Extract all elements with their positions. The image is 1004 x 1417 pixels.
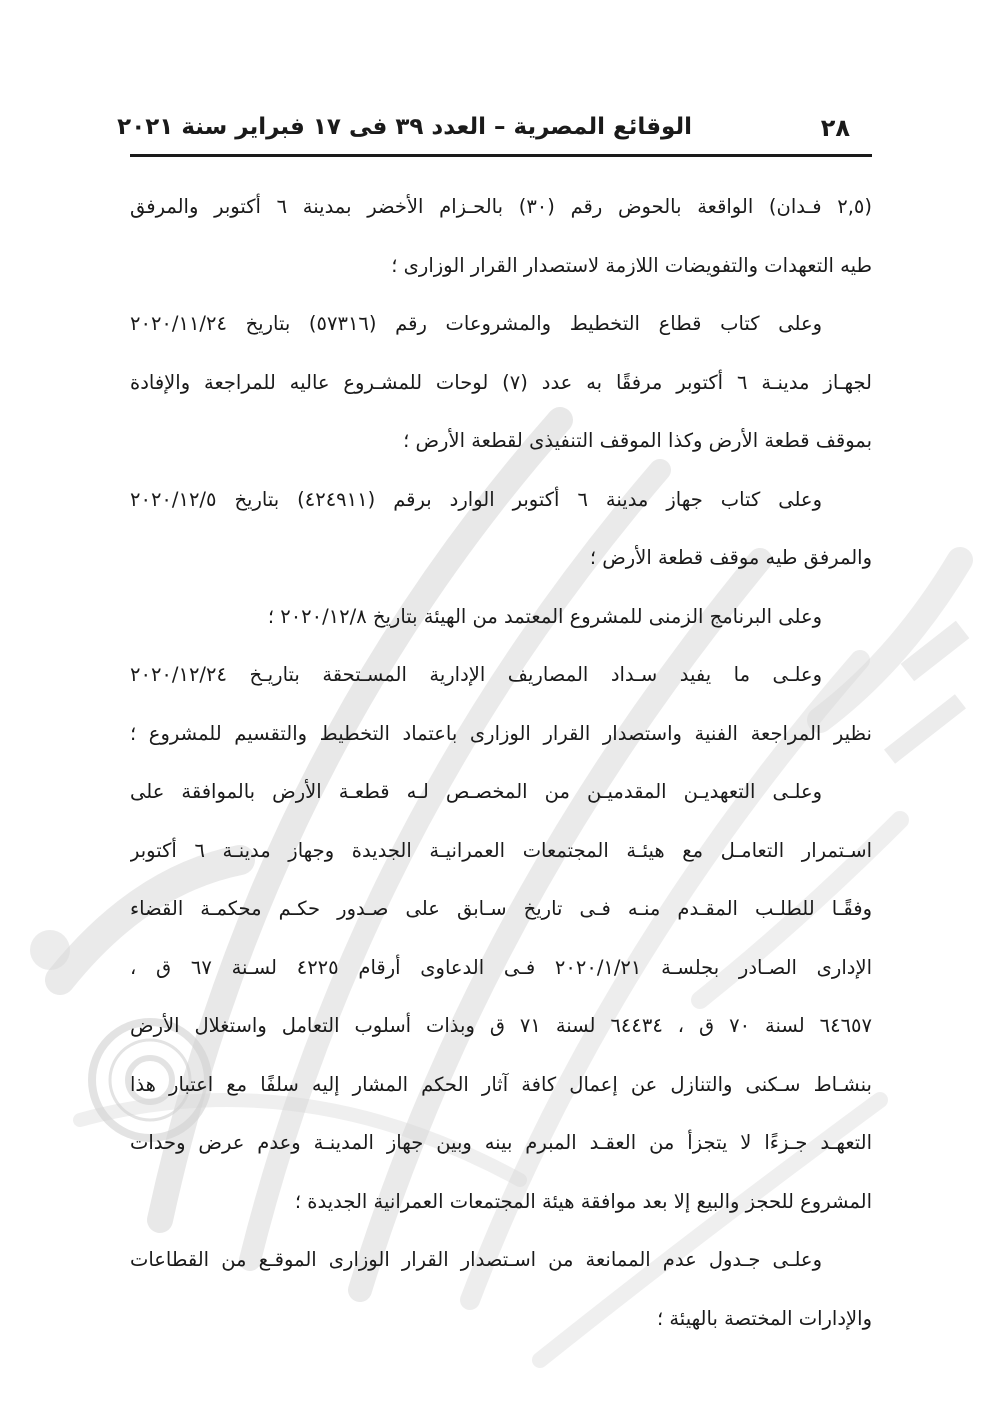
text-line: بموقف قطعة الأرض وكذا الموقف التنفيذى لقطعة الأرض ؛ [403, 429, 872, 452]
text-line: وعلى كتاب قطاع التخطيط والمشروعات رقم (٥٧٣١٦) بتاريخ ٢٠٢٠/١١/٢٤ [130, 312, 822, 335]
running-title: الوقائع المصرية – العدد ٣٩ فى ١٧ فبراير سنة ٢٠٢١ [117, 114, 692, 140]
page-header [117, 112, 872, 152]
text-line: وعلـى ما يفيد سـداد المصاريف الإدارية المسـتحقة بتاريـخ ٢٠٢٠/١٢/٢٤ [130, 663, 822, 686]
text-line: وفقًـا للطلـب المقـدم منـه فـى تاريخ سـابق على صـدور حكـم محكمـة القضاء [130, 897, 872, 920]
document-body [130, 190, 872, 1360]
text-line: ٦٤٦٥٧ لسنة ٧٠ ق ، ٦٤٤٣٤ لسنة ٧١ ق وبذات أسلوب التعامل واستغلال الأرض [130, 1014, 872, 1037]
text-line: لجهـاز مدينـة ٦ أكتوبر مرفقًا به عدد (٧) لوحات للمشـروع عاليه للمراجعة والإفادة [130, 370, 872, 394]
text-line: وعلـى التعهديـن المقدميـن من المخصـص لـه قطعـة الأرض بالموافقة على [130, 780, 822, 803]
text-line: الإدارى الصـادر بجلسـة ٢٠٢٠/١/٢١ فـى الدعاوى أرقام ٤٢٢٥ لسـنة ٦٧ ق ، [130, 955, 872, 979]
text-line: بنشـاط سـكنى والتنازل عن إعمال كافة آثار الحكم المشار إليه سلفًا مع اعتبار هذا [130, 1072, 872, 1096]
text-line: المشروع للحجز والبيع إلا بعد موافقة هيئة المجتمعات العمرانية الجديدة ؛ [294, 1189, 872, 1213]
text-line: وعلـى جـدول عدم الممانعة من اسـتصدار القرار الوزارى الموقـع من القطاعات [130, 1248, 822, 1271]
text-line: والإدارات المختصة بالهيئة ؛ [656, 1306, 872, 1330]
text-line: التعهـد جـزءًا لا يتجزأ من العقـد المبرم بينه وبين جهاز المدينـة وعدم عرض وحدات [130, 1131, 872, 1154]
text-line: طيه التعهدات والتفويضات اللازمة لاستصدار القرار الوزارى ؛ [391, 253, 872, 277]
header-rule [130, 154, 872, 157]
text-line: نظير المراجعة الفنية واستصدار القرار الوزارى باعتماد التخطيط والتقسيم للمشروع ؛ [130, 721, 872, 745]
text-line: وعلى كتاب جهاز مدينة ٦ أكتوبر الوارد برقم (٤٢٤٩١١) بتاريخ ٢٠٢٠/١٢/٥ [130, 487, 822, 511]
text-line: والمرفق طيه موقف قطعة الأرض ؛ [589, 546, 872, 569]
text-line: (٢,٥ فـدان) الواقعة بالحوض رقم (٣٠) بالحـزام الأخضر بمدينة ٦ أكتوبر والمرفق [130, 195, 872, 218]
text-line: وعلى البرنامج الزمنى للمشروع المعتمد من الهيئة بتاريخ ٢٠٢٠/١٢/٨ ؛ [267, 604, 822, 628]
text-line: اسـتمرار التعامـل مع هيئـة المجتمعات العمرانيـة الجديدة وجهاز مدينـة ٦ أكتوبر [130, 838, 872, 862]
page-number: ٢٨ [820, 114, 850, 142]
